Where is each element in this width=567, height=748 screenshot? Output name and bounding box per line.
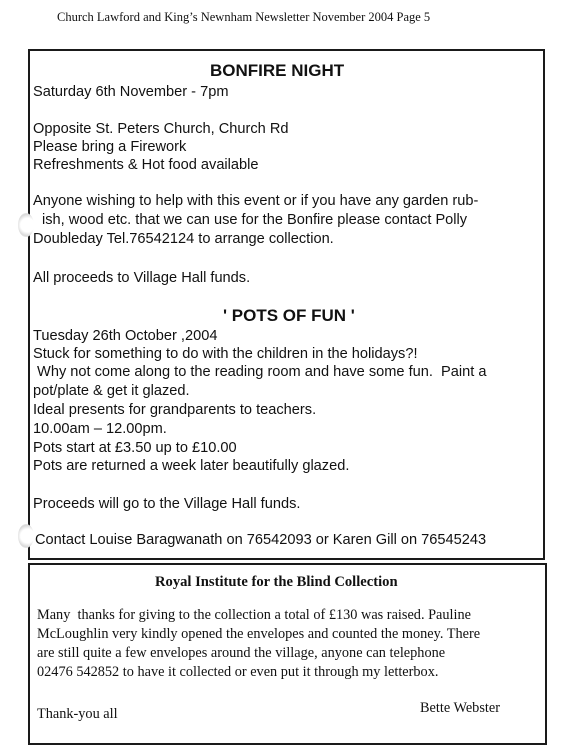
- bonfire-help-line-3: Doubleday Tel.76542124 to arrange collection.: [33, 231, 334, 247]
- pots-time: 10.00am – 12.00pm.: [33, 421, 167, 437]
- hole-punch-mark-top: [18, 213, 34, 237]
- bonfire-proceeds: All proceeds to Village Hall funds.: [33, 270, 251, 286]
- pots-line-4: Ideal presents for grandparents to teachers.: [33, 402, 317, 418]
- pots-date: Tuesday 26th October ,2004: [33, 328, 218, 344]
- pots-line-3: pot/plate & get it glazed.: [33, 383, 190, 399]
- pots-price: Pots start at £3.50 up to £10.00: [33, 440, 237, 456]
- pots-line-2: Why not come along to the reading room and have some fun. Paint a: [33, 364, 487, 380]
- bonfire-location: Opposite St. Peters Church, Church Rd: [33, 121, 289, 137]
- rnib-signature: Bette Webster: [420, 700, 500, 716]
- pots-returned: Pots are returned a week later beautifully glazed.: [33, 458, 350, 474]
- pots-proceeds: Proceeds will go to the Village Hall funds.: [33, 496, 301, 512]
- rnib-line-3: are still quite a few envelopes around the village, anyone can telephone: [37, 645, 446, 661]
- rnib-line-2: McLoughlin very kindly opened the envelopes and counted the money. There: [37, 626, 481, 642]
- bonfire-help-line-1: Anyone wishing to help with this event or if you have any garden rub-: [33, 193, 479, 209]
- rnib-title: Royal Institute for the Blind Collection: [155, 574, 398, 590]
- pots-title: ' POTS OF FUN ': [223, 306, 355, 325]
- bonfire-firework: Please bring a Firework: [33, 139, 187, 155]
- pots-line-1: Stuck for something to do with the children in the holidays?!: [33, 346, 418, 362]
- bonfire-help-line-2: ish, wood etc. that we can use for the Bonfire please contact Polly: [42, 212, 468, 228]
- bonfire-title: BONFIRE NIGHT: [210, 61, 345, 80]
- bonfire-date: Saturday 6th November - 7pm: [33, 84, 229, 100]
- bonfire-refreshments: Refreshments & Hot food available: [33, 157, 259, 173]
- rnib-line-1: Many thanks for giving to the collection a total of £130 was raised. Pauline: [37, 607, 471, 623]
- rnib-line-4: 02476 542852 to have it collected or even put it through my letterbox.: [37, 664, 439, 680]
- rnib-signoff: Thank-you all: [37, 706, 118, 722]
- page-header: Church Lawford and King’s Newnham Newsletter November 2004 Page 5: [57, 10, 431, 24]
- pots-contact: Contact Louise Baragwanath on 76542093 or Karen Gill on 76545243: [35, 532, 487, 548]
- hole-punch-mark-bottom: [18, 524, 34, 548]
